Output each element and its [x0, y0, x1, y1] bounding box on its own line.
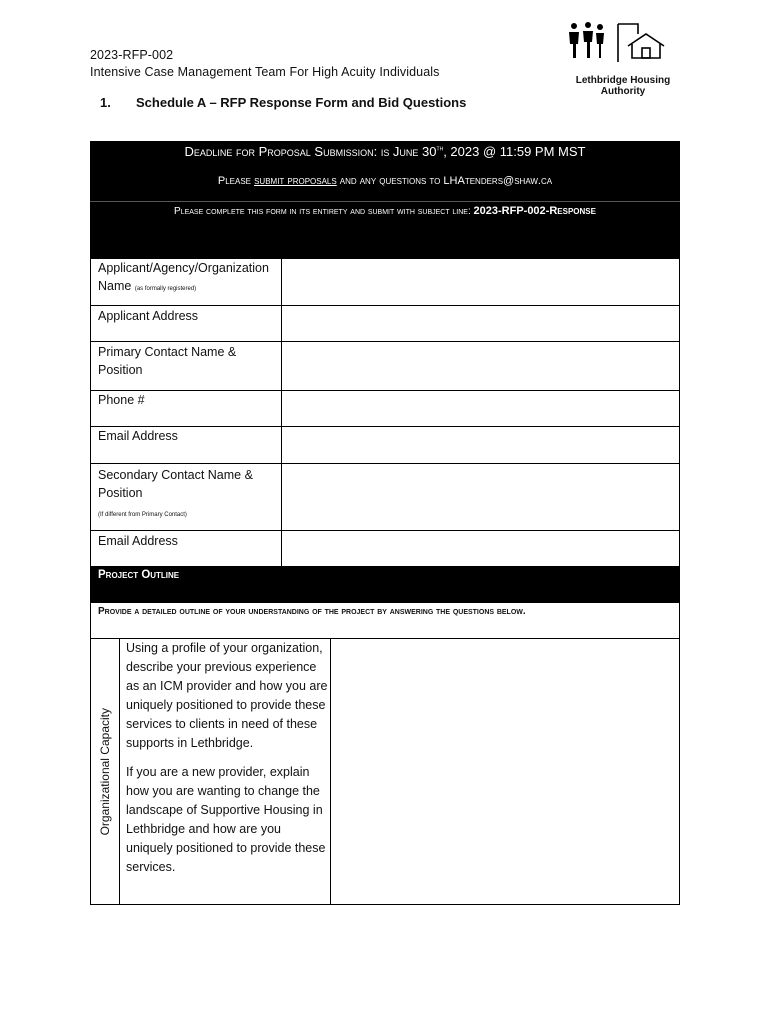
banner-divider [90, 201, 680, 202]
applicant-address-field[interactable] [283, 306, 679, 340]
table-row: Applicant Address [98, 309, 199, 323]
logo-figures-icon [558, 18, 688, 70]
project-outline-header [90, 566, 680, 603]
section-number: 1. [100, 95, 111, 110]
lha-logo [558, 18, 688, 97]
table-row: Primary Contact Name & Position [98, 345, 237, 377]
project-outline-title: Project Outline [98, 569, 180, 581]
category-label: Organizational Capacity [98, 707, 112, 836]
deadline-line: Deadline for Proposal Submission: is June 30th, 2023 @ 11:59 PM MST [184, 144, 586, 159]
submit-proposals-link[interactable]: submit proposals [254, 175, 337, 187]
organization-name-field[interactable] [283, 259, 679, 304]
table-row: Email Address [98, 429, 178, 443]
rfp-reference: 2023-RFP-002 [90, 48, 174, 62]
logo-line-1: Lethbridge Housing [575, 75, 671, 86]
category-label-cell [92, 640, 118, 903]
question-paragraph-1: Using a profile of your organization, describe your previous experience as an ICM provider and how you are uniquely positioned to provide these services to clients in need of these supports in Lethbridge. [126, 641, 328, 750]
secondary-email-field[interactable] [283, 531, 679, 566]
table-row: Secondary Contact Name & Position [98, 468, 253, 500]
complete-line: Please complete this form in its entirety and submit with subject line: 2023-RFP-002-Response [174, 205, 596, 217]
submit-line: Please submit proposals and any questions to LHAtenders@shaw.ca [217, 175, 553, 187]
secondary-contact-note: (If different from Primary Contact) [98, 512, 187, 518]
instruction-text: Provide a detailed outline of your understanding of the project by answering the questions below. [98, 606, 526, 617]
question-text [126, 639, 328, 877]
table-row: Phone # [98, 393, 145, 407]
primary-contact-field[interactable] [283, 342, 679, 389]
email-link[interactable]: LHAtenders@shaw.ca [443, 175, 553, 187]
phone-field[interactable] [283, 391, 679, 425]
table-row: Applicant/Agency/Organization Name (as formally registered) [98, 261, 269, 293]
instruction-row [90, 602, 680, 639]
secondary-contact-field[interactable] [283, 464, 679, 529]
question-paragraph-2: If you are a new provider, explain how you are wanting to change the landscape of Supportive Housing in Lethbridge and how are you uniquely positioned to provide these services. [126, 765, 326, 874]
email-field[interactable] [283, 427, 679, 462]
rfp-subtitle: Intensive Case Management Team For High Acuity Individuals [90, 65, 440, 79]
logo-line-2: Authority [600, 86, 646, 97]
table-row: Email Address [98, 534, 178, 548]
section-title: Schedule A – RFP Response Form and Bid Questions [136, 95, 467, 110]
answer-field[interactable] [332, 640, 679, 904]
deadline-banner [90, 141, 680, 259]
